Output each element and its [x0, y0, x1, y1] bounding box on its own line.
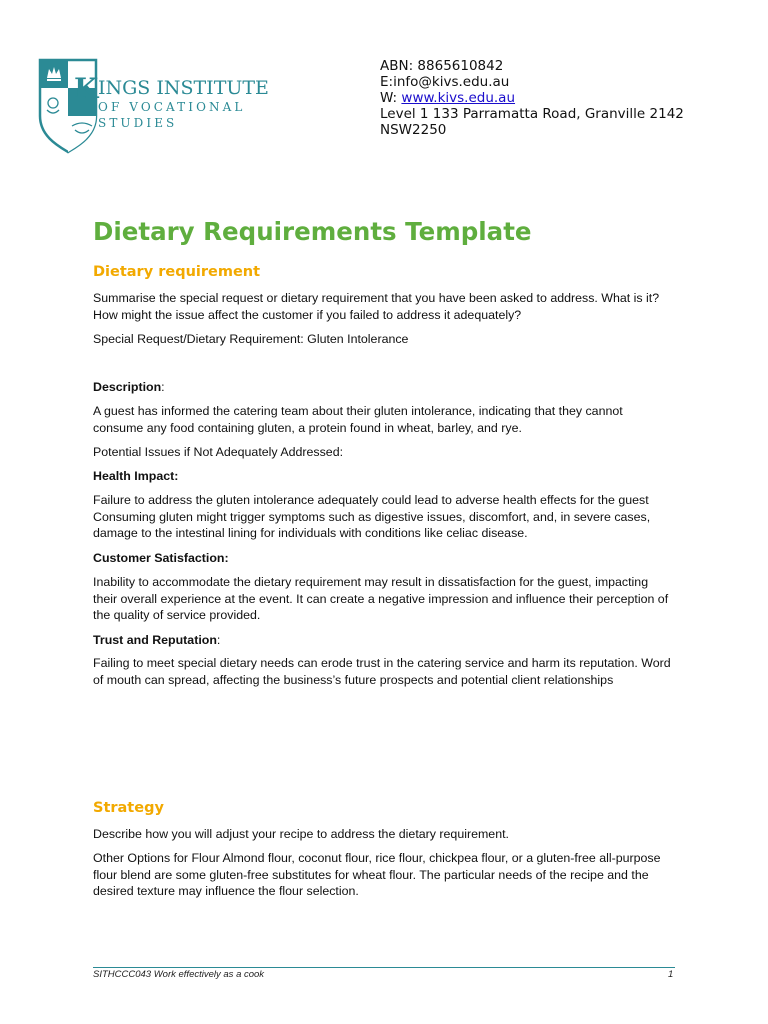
website-prefix: W:	[380, 90, 402, 106]
contact-block	[380, 58, 684, 138]
health-impact-label: Health Impact:	[93, 469, 179, 483]
trust-label-line	[93, 632, 673, 649]
description-label: Description	[93, 380, 162, 394]
institute-logo	[38, 58, 278, 154]
section1-prompt: Summarise the special request or dietary requirement that you have been asked to address. What is it? How might the issue affect the customer if you failed to address it adequately?	[93, 291, 660, 322]
trust-label: Trust and Reputation	[93, 633, 217, 647]
address-line-1: Level 1 133 Parramatta Road, Granville 2142	[380, 106, 684, 122]
strategy-text: Other Options for Flour Almond flour, coconut flour, rice flour, chickpea flour, or a gluten-free all-purpose flour blend are some gluten-free substitutes for wheat flour. The particular needs of the recipe and the desired texture may influence the flour selection.	[93, 851, 661, 898]
description-text: A guest has informed the catering team about their gluten intolerance, indicating that they cannot consume any food containing gluten, a protein found in wheat, barley, and rye.	[93, 404, 623, 435]
logo-line-3: STUDIES	[98, 116, 178, 130]
website-link[interactable]: www.kivs.edu.au	[401, 90, 516, 106]
document-title: Dietary Requirements Template	[93, 217, 532, 246]
health-impact-text: Failure to address the gluten intolerance adequately could lead to adverse health effects for the guest Consuming gluten might trigger symptoms such as digestive issues, discomfort, and, in severe cases, damage to the intestinal lining for individuals with conditions like celiac disease.	[93, 493, 651, 540]
footer-page-number: 1	[668, 969, 674, 980]
footer-course-name: SITHCCC043 Work effectively as a cook	[93, 969, 265, 980]
customer-satisfaction-label: Customer Satisfaction:	[93, 551, 229, 565]
trust-colon: :	[216, 633, 221, 647]
logo-line-1: INGS INSTITUTE	[98, 77, 269, 99]
footer-divider	[93, 967, 675, 968]
logo-line-2: OF VOCATIONAL	[98, 100, 246, 114]
email-text: E:info@kivs.edu.au	[380, 74, 510, 90]
address-line-2: NSW2250	[380, 122, 447, 138]
logo-k-letter: K	[74, 72, 99, 105]
customer-satisfaction-text: Inability to accommodate the dietary requirement may result in dissatisfaction for the guest, impacting their overall experience at the event. It can create a negative impression and influence their perception of the quality of service provided.	[93, 575, 669, 622]
section-heading-strategy: Strategy	[93, 800, 164, 816]
section-heading-dietary-requirement: Dietary requirement	[93, 264, 261, 280]
potential-issues-text: Potential Issues if Not Adequately Addressed:	[93, 445, 344, 459]
strategy-prompt: Describe how you will adjust your recipe to address the dietary requirement.	[93, 827, 509, 841]
abn-text: ABN: 8865610842	[380, 58, 504, 74]
website-line	[380, 90, 684, 106]
trust-text: Failing to meet special dietary needs can erode trust in the catering service and harm its reputation. Word of mouth can spread, affecting the business’s future prospects and potential client relationships	[93, 656, 671, 687]
special-request-line: Special Request/Dietary Requirement: Gluten Intolerance	[93, 332, 409, 346]
description-label-line	[93, 379, 673, 396]
description-colon: :	[161, 380, 165, 394]
logo-k	[74, 72, 98, 105]
